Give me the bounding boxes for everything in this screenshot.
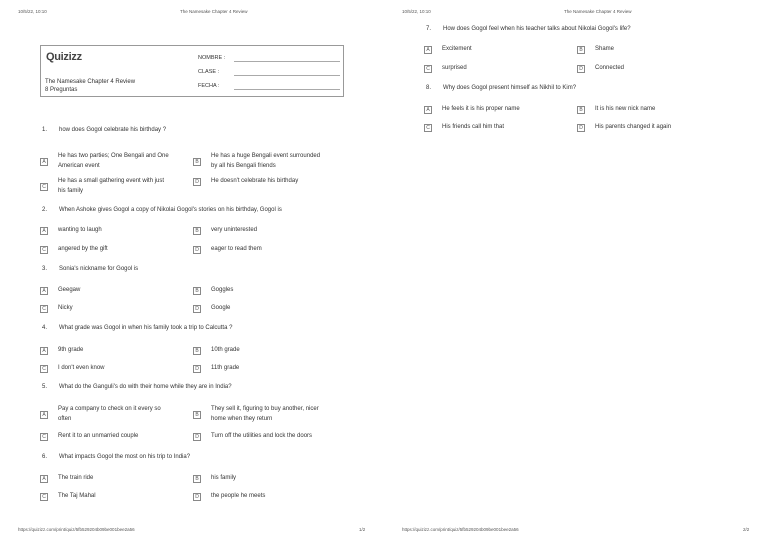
name-field: [198, 55, 226, 61]
option-text: American event: [58, 162, 100, 169]
question-number: 7.: [426, 26, 432, 32]
option-text: Excitement: [442, 46, 472, 52]
option-letter-box: D: [193, 246, 201, 254]
option-text: Pay a company to check on it every so: [58, 406, 161, 412]
quizizz-logo: Quizizz: [46, 51, 82, 63]
option-text: The train ride: [58, 475, 94, 481]
header-datetime: 10/5/22, 10:10: [402, 9, 431, 14]
option-letter-box: D: [193, 433, 201, 441]
option-letter-box: A: [40, 475, 48, 483]
option-letter-box: A: [40, 227, 48, 235]
question-text: Why does Gogol present himself as Nikhil to Kim?: [443, 85, 577, 91]
option-text: by all his Bengali friends: [211, 162, 276, 169]
option-letter-box: C: [424, 65, 432, 73]
option-text: eager to read them: [211, 246, 262, 252]
option-letter-box: B: [577, 46, 585, 54]
question-number: 3.: [42, 266, 48, 272]
option-letter-box: D: [193, 305, 201, 313]
footer-page-number: 1/2: [359, 527, 366, 532]
date-label: FECHA :: [198, 83, 220, 89]
option-text: his family: [58, 187, 84, 194]
question-number: 8.: [426, 85, 432, 91]
question-text: Sonia's nickname for Gogol is: [59, 266, 139, 272]
option-letter-box: D: [193, 178, 201, 186]
option-text: They sell it, figuring to buy another, nicer: [211, 406, 319, 412]
option-text: He has a small gathering event with just: [58, 178, 165, 184]
option-letter-box: A: [40, 347, 48, 355]
header-title: The Namesake Chapter 4 Review: [180, 9, 248, 14]
question-text: how does Gogol celebrate his birthday ?: [59, 127, 167, 133]
date-field: [198, 83, 226, 89]
option-text: Goggles: [211, 287, 234, 293]
option-text: I don't even know: [58, 365, 105, 371]
option-text: wanting to laugh: [58, 227, 102, 233]
footer-url: https://quizizz.com/print/quiz/5fb529204b09be001bee2a56: [18, 527, 135, 532]
option-text: He has two parties; One Bengali and One: [58, 153, 169, 159]
option-text: very uninterested: [211, 227, 258, 233]
option-text: His friends call him that: [442, 124, 505, 130]
option-text: He doesn't celebrate his birthday: [211, 178, 299, 184]
footer-page-number: 2/2: [743, 527, 750, 532]
option-text: Nicky: [58, 305, 73, 311]
option-letter-box: B: [193, 475, 201, 483]
option-letter-box: B: [193, 287, 201, 295]
option-letter-box: C: [40, 246, 48, 254]
option-text: Connected: [595, 65, 625, 71]
footer-url: https://quizizz.com/print/quiz/5fb529204b09be001bee2a56: [402, 527, 519, 532]
option-letter-box: B: [193, 347, 201, 355]
option-letter-box: A: [40, 411, 48, 419]
option-letter-box: C: [40, 183, 48, 191]
question-text: How does Gogol feel when his teacher talks about Nikolai Gogol's life?: [443, 26, 631, 32]
header-datetime: 10/5/22, 10:10: [18, 9, 47, 14]
question-text: What do the Ganguli's do with their home while they are in India?: [59, 384, 232, 390]
option-letter-box: A: [424, 106, 432, 114]
option-letter-box: D: [577, 124, 585, 132]
class-field: [198, 69, 226, 75]
question-number: 6.: [42, 454, 48, 460]
question-number: 2.: [42, 207, 48, 213]
option-text: angered by the gift: [58, 246, 108, 252]
option-text: Google: [211, 305, 231, 311]
option-letter-box: A: [424, 46, 432, 54]
header-title: The Namesake Chapter 4 Review: [564, 9, 632, 14]
option-letter-box: C: [40, 365, 48, 373]
option-text: 9th grade: [58, 347, 84, 353]
option-letter-box: C: [40, 493, 48, 501]
option-text: surprised: [442, 65, 467, 71]
option-text: He feels it is his proper name: [442, 106, 520, 112]
option-letter-box: A: [40, 287, 48, 295]
option-letter-box: D: [193, 493, 201, 501]
option-letter-box: B: [193, 158, 201, 166]
option-text: His parents changed it again: [595, 124, 672, 130]
option-letter-box: D: [577, 65, 585, 73]
question-number: 5.: [42, 384, 48, 390]
quiz-title: The Namesake Chapter 4 Review: [45, 79, 136, 85]
option-letter-box: C: [424, 124, 432, 132]
question-number: 4.: [42, 325, 48, 331]
name-label: NOMBRE :: [198, 55, 226, 61]
option-letter-box: C: [40, 305, 48, 313]
option-text: his family: [211, 475, 237, 481]
option-letter-box: D: [193, 365, 201, 373]
option-letter-box: B: [193, 411, 201, 419]
option-text: Geegaw: [58, 287, 81, 293]
option-letter-box: C: [40, 433, 48, 441]
question-text: When Ashoke gives Gogol a copy of Nikolai Gogol's stories on his birthday, Gogol is: [59, 207, 282, 213]
option-text: the people he meets: [211, 493, 266, 499]
option-text: Rent it to an unmarried couple: [58, 433, 139, 439]
class-label: CLASE :: [198, 69, 220, 75]
question-text: What impacts Gogol the most on his trip to India?: [59, 454, 191, 460]
option-letter-box: B: [193, 227, 201, 235]
question-count: 8 Preguntas: [45, 87, 78, 93]
question-number: 1.: [42, 127, 48, 133]
info-box: [40, 45, 344, 97]
option-text: He has a huge Bengali event surrounded: [211, 153, 321, 159]
option-text: 10th grade: [211, 347, 240, 353]
option-text: Turn off the utilities and lock the doors: [211, 433, 313, 439]
question-text: What grade was Gogol in when his family took a trip to Calcutta ?: [59, 325, 233, 331]
option-text: 11th grade: [211, 365, 240, 371]
option-text: often: [58, 415, 72, 422]
option-letter-box: B: [577, 106, 585, 114]
option-letter-box: A: [40, 158, 48, 166]
option-text: Shame: [595, 46, 615, 52]
option-text: home when they return: [211, 415, 273, 422]
page-2: [384, 0, 768, 543]
option-text: It is his new nick name: [595, 106, 656, 112]
option-text: The Taj Mahal: [58, 493, 96, 499]
